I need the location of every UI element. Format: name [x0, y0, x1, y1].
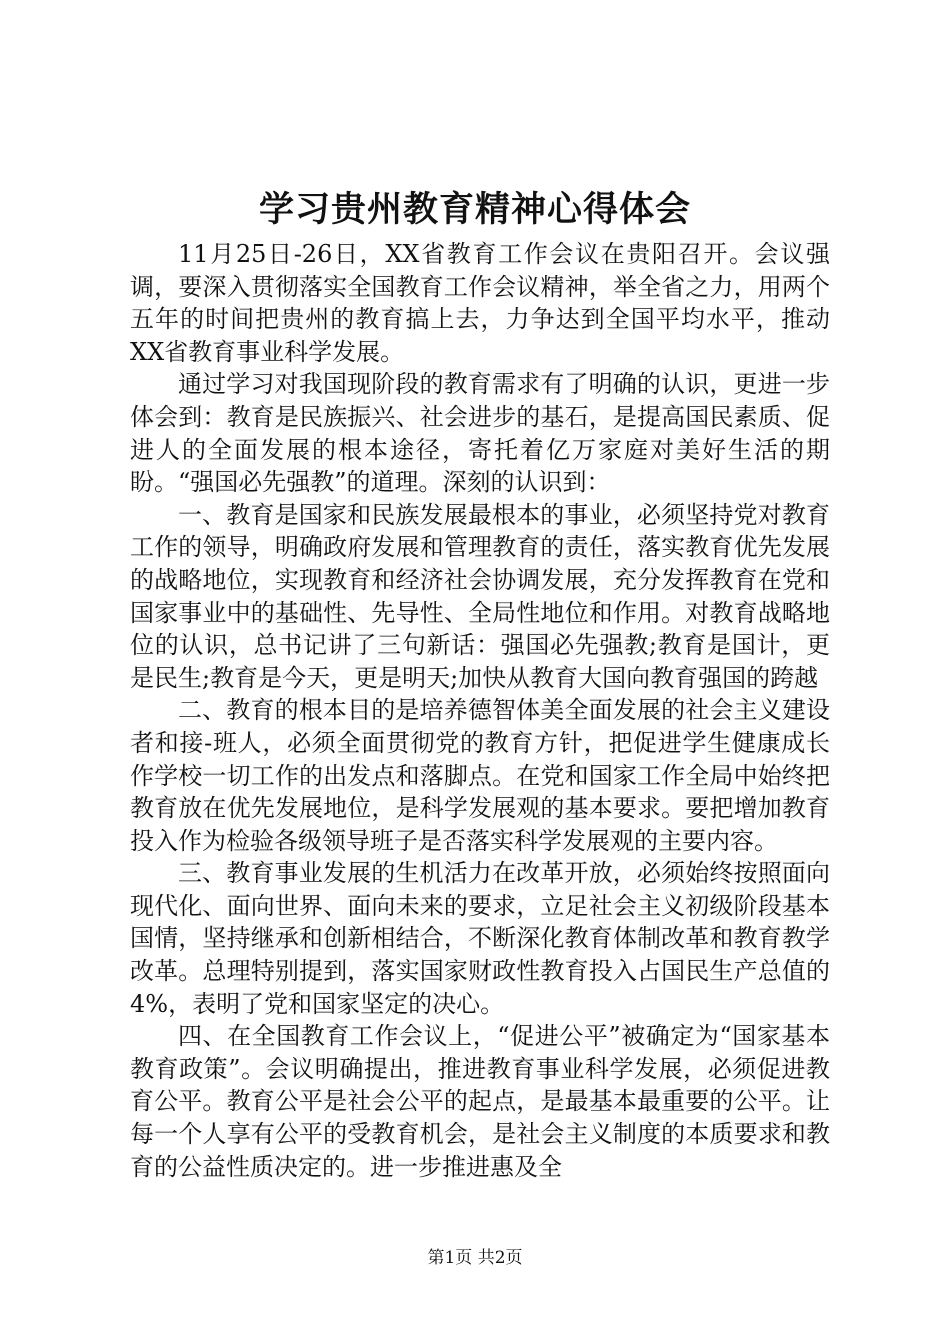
- document-body: [130, 238, 830, 1183]
- paragraph-point-one: 一、教育是国家和民族发展最根本的事业，必须坚持党对教育工作的领导，明确政府发展和管理教育的责任，落实教育优先发展的战略地位，实现教育和经济社会协调发展，充分发挥教育在党和国家事业中的基础性、先导性、全局性地位和作用。对教育战略地位的认识，总书记讲了三句新话：强国必先强教;教育是国计，更是民生;教育是今天，更是明天;加快从教育大国向教育强国的跨越: [130, 500, 830, 692]
- paragraph-understanding: 通过学习对我国现阶段的教育需求有了明确的认识，更进一步体会到：教育是民族振兴、社会进步的基石，是提高国民素质、促进人的全面发展的根本途径，寄托着亿万家庭对美好生活的期盼。“强国必先强教”的道理。深刻的认识到：: [130, 370, 830, 497]
- page-number-footer: 第1页 共2页: [427, 1248, 523, 1268]
- paragraph-point-three: 三、教育事业发展的生机活力在改革开放，必须始终按照面向现代化、面向世界、面向未来的要求，立足社会主义初级阶段基本国情，坚持继承和创新相结合，不断深化教育体制改革和教育教学改革。总理特别提到，落实国家财政性教育投入占国民生产总值的4%，表明了党和国家坚定的决心。: [130, 859, 830, 1018]
- paragraph-point-two: 二、教育的根本目的是培养德智体美全面发展的社会主义建设者和接-班人，必须全面贯彻党的教育方针，把促进学生健康成长作学校一切工作的出发点和落脚点。在党和国家工作全局中始终把教育放在优先发展地位，是科学发展观的基本要求。要把增加教育投入作为检验各级领导班子是否落实科学发展观的主要内容。: [130, 696, 830, 855]
- paragraph-point-four: 四、在全国教育工作会议上，“促进公平”被确定为“国家基本教育政策”。会议明确提出，推进教育事业科学发展，必须促进教育公平。教育公平是社会公平的起点，是最基本最重要的公平。让每一个人享有公平的受教育机会，是社会主义制度的本质要求和教育的公益性质决定的。进一步推进惠及全: [130, 1022, 830, 1181]
- document-title: 学习贵州教育精神心得体会: [258, 189, 691, 230]
- paragraph-intro: 11月25日-26日，XX省教育工作会议在贵阳召开。会议强调，要深入贯彻落实全国教育工作会议精神，举全省之力，用两个五年的时间把贵州的教育搞上去，力争达到全国平均水平，推动XX省教育事业科学发展。: [130, 240, 830, 366]
